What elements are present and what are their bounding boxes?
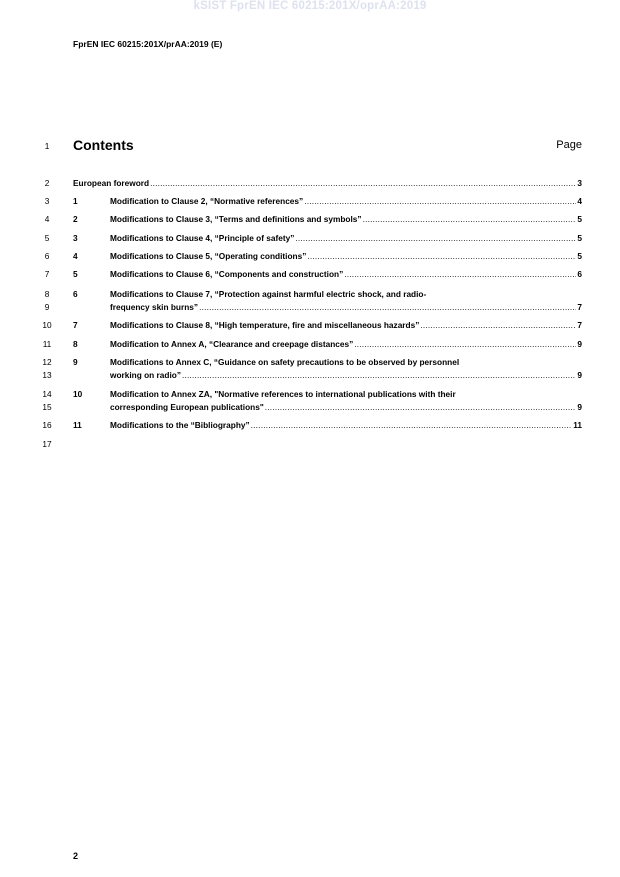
page-number: 2 [73,851,79,861]
toc-entry-11[interactable] [73,419,582,432]
dot-leader [251,419,573,432]
dot-leader [150,177,576,190]
toc-page-number: 9 [577,369,582,380]
toc-page-number: 7 [577,320,582,330]
toc-entry-number: 8 [73,339,78,349]
line-number: 14 [42,389,52,399]
line-number: 6 [44,251,50,261]
toc-entry-9[interactable] [73,356,582,381]
dot-leader [199,301,576,314]
dot-leader [354,338,576,351]
toc-entry-3[interactable] [73,232,582,245]
dot-leader [307,250,576,263]
line-number: 7 [44,269,50,279]
dot-leader [344,268,576,281]
toc-entry-6[interactable] [73,288,582,313]
toc-entry-number: 4 [73,251,78,261]
dot-leader [265,401,577,414]
dot-leader [295,232,576,245]
toc-entry-title: Modifications to Clause 7, “Protection against harmful electric shock, and radio- [110,289,427,299]
dot-leader [420,319,576,332]
toc-entry-title: Modification to Annex ZA, "Normative references to international publications with their [110,389,456,399]
toc-entry-title: Modification to Annex A, “Clearance and creepage distances” [110,339,354,349]
dot-leader [182,369,576,382]
watermark: kSIST FprEN IEC 60215:201X/oprAA:2019 [193,0,427,12]
toc-entry-number: 6 [73,289,78,299]
toc-page-number: 3 [577,178,582,188]
toc-page-number: 5 [577,233,582,243]
dot-leader [304,195,576,208]
toc-entry-number: 7 [73,320,78,330]
line-number: 9 [44,302,50,312]
line-number: 17 [42,439,52,449]
toc-entry-number: 2 [73,214,78,224]
line-number: 12 [42,357,52,367]
toc-page-number: 11 [573,420,582,430]
toc-page-number: 9 [577,339,582,349]
line-number: 10 [42,320,52,330]
line-number: 2 [44,178,50,188]
toc-entry-title: Modifications to Clause 4, “Principle of safety” [110,233,295,243]
toc-entry-10[interactable] [73,388,582,413]
toc-entry-number: 11 [73,420,82,430]
line-number: 8 [44,289,50,299]
toc-entry-foreword[interactable] [73,177,582,190]
toc-entry-title: Modifications to Clause 5, “Operating conditions” [110,251,307,261]
toc-entry-title-cont: working on radio” [110,369,181,380]
toc-entry-title: European foreword [73,178,150,188]
toc-entry-2[interactable] [73,213,582,226]
toc-entry-title: Modifications to Clause 6, “Components and construction” [110,269,344,279]
toc-page-number: 7 [577,301,582,312]
line-number: 4 [44,214,50,224]
page-column-label: Page [556,139,582,151]
toc-entry-title: Modifications to the “Bibliography” [110,420,250,430]
toc-entry-7[interactable] [73,319,582,332]
toc-entry-title: Modifications to Annex C, “Guidance on safety precautions to be observed by personnel [110,357,460,367]
line-number: 1 [44,141,50,151]
toc-entry-number: 1 [73,196,78,206]
toc-entry-number: 10 [73,389,83,399]
toc-entry-title: Modifications to Clause 3, “Terms and definitions and symbols” [110,214,362,224]
toc-entry-title-cont: corresponding European publications" [110,401,264,412]
toc-entry-number: 3 [73,233,78,243]
toc-page-number: 4 [577,196,582,206]
toc-page-number: 6 [577,269,582,279]
contents-title: Contents [73,137,134,153]
toc-entry-5[interactable] [73,268,582,281]
toc-entry-4[interactable] [73,250,582,263]
toc-entry-8[interactable] [73,338,582,351]
dot-leader [363,213,577,226]
line-number: 11 [42,339,52,349]
toc-entry-title: Modifications to Clause 8, “High temperature, fire and miscellaneous hazards” [110,320,420,330]
document-id: FprEN IEC 60215:201X/prAA:2019 (E) [73,39,223,49]
line-number: 15 [42,402,52,412]
line-number: 13 [42,370,52,380]
line-number: 3 [44,196,50,206]
toc-entry-title: Modification to Clause 2, “Normative references” [110,196,304,206]
toc-entry-1[interactable] [73,195,582,208]
toc-page-number: 5 [577,214,582,224]
toc-page-number: 9 [577,401,582,412]
line-number: 5 [44,233,50,243]
line-number: 16 [42,420,52,430]
toc-page-number: 5 [577,251,582,261]
toc-entry-title-cont: frequency skin burns” [110,301,199,312]
toc-entry-number: 9 [73,357,78,367]
toc-entry-number: 5 [73,269,78,279]
